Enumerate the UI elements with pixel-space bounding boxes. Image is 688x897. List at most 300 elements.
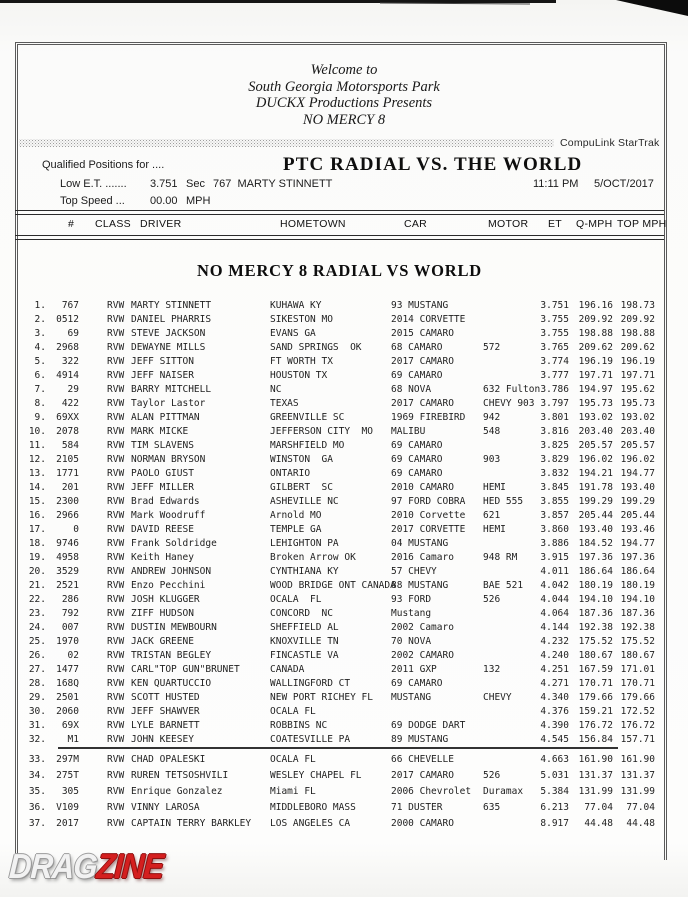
cell-car: MALIBU	[391, 426, 426, 437]
cell-q: 191.78	[578, 482, 613, 493]
cell-car: 2002 CAMARO	[391, 650, 454, 661]
cell-q: 187.36	[578, 608, 613, 619]
cell-driver: Keith Haney	[131, 552, 194, 563]
cell-q: 196.02	[578, 454, 613, 465]
cell-num: 297M	[56, 754, 79, 765]
table-row	[0, 440, 688, 454]
cell-pos: 16.	[28, 510, 46, 521]
cell-top: 193.46	[620, 524, 655, 535]
header-rule-top	[15, 210, 664, 215]
cell-pos: 30.	[28, 706, 46, 717]
cell-et: 3.860	[540, 524, 569, 535]
cell-car: 89 MUSTANG	[391, 734, 449, 745]
cell-motor: CHEVY 903	[483, 398, 535, 409]
cell-num: 2105	[56, 454, 79, 465]
cell-q: 179.66	[578, 692, 613, 703]
cell-home: OCALA FL	[270, 754, 316, 765]
table-row	[0, 636, 688, 650]
cell-driver: CAPTAIN TERRY BARKLEY	[131, 818, 252, 829]
cell-car: 68 CAMARO	[391, 342, 443, 353]
cell-num: 2300	[56, 496, 79, 507]
cell-driver: JOSH KLUGGER	[131, 594, 200, 605]
table-row	[0, 580, 688, 594]
cell-driver: JACK GREENE	[131, 636, 194, 647]
table-row	[0, 770, 688, 784]
cell-q: 203.40	[578, 426, 613, 437]
cell-top: 172.52	[620, 706, 655, 717]
cell-driver: DAVID REESE	[131, 524, 194, 535]
col-header-qmph: Q-MPH	[576, 218, 613, 230]
cell-home: OCALA FL	[270, 706, 316, 717]
cell-et: 4.663	[540, 754, 569, 765]
cell-top: 205.57	[620, 440, 655, 451]
cell-driver: SCOTT HUSTED	[131, 692, 200, 703]
cell-driver: CARL"TOP GUN"BRUNET	[131, 664, 240, 675]
table-row	[0, 496, 688, 510]
table-row	[0, 468, 688, 482]
col-header-et: ET	[548, 218, 563, 230]
cell-num: 792	[61, 608, 79, 619]
cell-top: 77.04	[626, 802, 655, 813]
section-title: NO MERCY 8 RADIAL VS WORLD	[197, 261, 482, 280]
cell-q: 159.21	[578, 706, 613, 717]
cell-et: 3.777	[540, 370, 569, 381]
cell-driver: TIM SLAVENS	[131, 440, 194, 451]
cell-top: 195.62	[620, 384, 655, 395]
cell-motor: Duramax	[483, 786, 524, 797]
cell-cls: RVW	[107, 454, 125, 465]
cell-num: 29	[67, 384, 79, 395]
cell-motor: HEMI	[483, 482, 506, 493]
top-speed-unit: MPH	[186, 195, 211, 207]
cell-num: 69XX	[56, 412, 79, 423]
cell-driver: PAOLO GIUST	[131, 468, 194, 479]
cell-et: 3.857	[540, 510, 569, 521]
cell-cls: RVW	[107, 608, 125, 619]
table-row	[0, 720, 688, 734]
cell-et: 4.240	[540, 650, 569, 661]
cell-num: 0	[73, 524, 79, 535]
cell-num: 286	[61, 594, 79, 605]
cell-home: CYNTHIANA KY	[270, 566, 339, 577]
cell-num: 9746	[56, 538, 79, 549]
table-row	[0, 356, 688, 370]
cell-car: 69 CAMARO	[391, 454, 443, 465]
cell-driver: DANIEL PHARRIS	[131, 314, 212, 325]
cell-num: 168Q	[56, 678, 79, 689]
cell-top: 175.52	[620, 636, 655, 647]
cell-driver: JOHN KEESEY	[131, 734, 194, 745]
cell-pos: 13.	[28, 468, 46, 479]
cell-driver: Taylor Lastor	[131, 398, 206, 409]
cell-num: 2060	[56, 706, 79, 717]
cell-motor: 526	[483, 594, 501, 605]
cell-car: 2010 CAMARO	[391, 482, 454, 493]
scan-edge-artifact-thin	[380, 2, 530, 4]
cell-pos: 18.	[28, 538, 46, 549]
cell-car: 2002 Camaro	[391, 622, 454, 633]
cell-car: 69 CAMARO	[391, 440, 443, 451]
cell-pos: 4.	[34, 342, 46, 353]
cell-top: 44.48	[626, 818, 655, 829]
cell-cls: RVW	[107, 754, 125, 765]
cell-motor: 572	[483, 342, 501, 353]
cell-q: 176.72	[578, 720, 613, 731]
low-et-value: 3.751	[150, 178, 178, 190]
cell-q: 193.02	[578, 412, 613, 423]
cell-driver: KEN QUARTUCCIO	[131, 678, 212, 689]
table-row	[0, 552, 688, 566]
cell-pos: 1.	[34, 300, 46, 311]
cell-cls: RVW	[107, 328, 125, 339]
cell-pos: 9.	[34, 412, 46, 423]
header-rule-bottom	[15, 235, 664, 240]
cell-pos: 8.	[34, 398, 46, 409]
welcome-line: Welcome to	[310, 62, 378, 78]
cell-et: 3.774	[540, 356, 569, 367]
cell-et: 4.271	[540, 678, 569, 689]
cell-motor: 526	[483, 770, 501, 781]
cell-home: FINCASTLE VA	[270, 650, 339, 661]
cell-q: 180.19	[578, 580, 613, 591]
cell-driver: MARTY STINNETT	[131, 300, 212, 311]
cell-driver: ANDREW JOHNSON	[131, 566, 212, 577]
cell-driver: LYLE BARNETT	[131, 720, 200, 731]
cell-et: 4.340	[540, 692, 569, 703]
cell-cls: RVW	[107, 552, 125, 563]
cell-driver: Mark Woodruff	[131, 510, 206, 521]
cell-cls: RVW	[107, 300, 125, 311]
cell-motor: 948 RM	[483, 552, 518, 563]
cell-num: 305	[61, 786, 79, 797]
table-row	[0, 328, 688, 342]
cell-cls: RVW	[107, 356, 125, 367]
cell-driver: TRISTAN BEGLEY	[131, 650, 212, 661]
cell-motor: HED 555	[483, 496, 524, 507]
table-row	[0, 482, 688, 496]
cell-cls: RVW	[107, 650, 125, 661]
cell-cls: RVW	[107, 482, 125, 493]
cell-num: 4958	[56, 552, 79, 563]
table-row	[0, 692, 688, 706]
cutline-separator	[58, 747, 618, 749]
cell-pos: 34.	[28, 770, 46, 781]
cell-cls: RVW	[107, 818, 125, 829]
cell-et: 3.915	[540, 552, 569, 563]
cell-et: 5.384	[540, 786, 569, 797]
cell-et: 3.801	[540, 412, 569, 423]
cell-cls: RVW	[107, 398, 125, 409]
cell-pos: 36.	[28, 802, 46, 813]
cell-car: 2000 CAMARO	[391, 818, 454, 829]
cell-car: 93 FORD	[391, 594, 432, 605]
cell-home: FT WORTH TX	[270, 356, 333, 367]
cell-q: 180.67	[578, 650, 613, 661]
cell-num: 4914	[56, 370, 79, 381]
cell-cls: RVW	[107, 706, 125, 717]
cell-cls: RVW	[107, 510, 125, 521]
cell-q: 198.88	[578, 328, 613, 339]
cell-home: SAND SPRINGS OK	[270, 342, 362, 353]
cell-driver: JEFF MILLER	[131, 482, 194, 493]
cell-car: 93 MUSTANG	[391, 300, 449, 311]
cell-num: 1970	[56, 636, 79, 647]
event-name: NO MERCY 8	[302, 111, 386, 128]
cell-et: 8.917	[540, 818, 569, 829]
cell-num: 2968	[56, 342, 79, 353]
cell-q: 195.73	[578, 398, 613, 409]
cell-pos: 19.	[28, 552, 46, 563]
cell-top: 198.73	[620, 300, 655, 311]
cell-car: MUSTANG	[391, 692, 432, 703]
scan-corner-artifact	[616, 0, 688, 16]
cell-car: 71 DUSTER	[391, 802, 443, 813]
cell-et: 4.390	[540, 720, 569, 731]
hatch-separator	[19, 139, 554, 147]
table-row	[0, 566, 688, 580]
cell-et: 4.376	[540, 706, 569, 717]
table-row	[0, 342, 688, 356]
cell-pos: 17.	[28, 524, 46, 535]
cell-et: 4.144	[540, 622, 569, 633]
col-header-car: CAR	[404, 218, 428, 230]
dragzine-logo-zine: ZINE	[95, 846, 165, 886]
cell-pos: 25.	[28, 636, 46, 647]
cell-car: 57 CHEVY	[391, 566, 437, 577]
cell-q: 205.57	[578, 440, 613, 451]
cell-car: 2017 CORVETTE	[391, 524, 466, 535]
cell-driver: Enzo Pecchini	[131, 580, 206, 591]
cell-cls: RVW	[107, 468, 125, 479]
cell-car: 2014 CORVETTE	[391, 314, 466, 325]
cell-top: 196.19	[620, 356, 655, 367]
cell-top: 197.71	[620, 370, 655, 381]
cell-cls: RVW	[107, 496, 125, 507]
cell-motor: 635	[483, 802, 501, 813]
cell-q: 175.52	[578, 636, 613, 647]
cell-num: 1771	[56, 468, 79, 479]
cell-q: 193.40	[578, 524, 613, 535]
cell-home: JEFFERSON CITY MO	[270, 426, 373, 437]
cell-home: CANADA	[270, 664, 305, 675]
cell-pos: 20.	[28, 566, 46, 577]
cell-car: 69 CAMARO	[391, 468, 443, 479]
cell-motor: 903	[483, 454, 501, 465]
cell-top: 161.90	[620, 754, 655, 765]
cell-num: 201	[61, 482, 79, 493]
cell-motor: 132	[483, 664, 501, 675]
cell-num: 3529	[56, 566, 79, 577]
cell-et: 3.765	[540, 342, 569, 353]
table-row	[0, 412, 688, 426]
cell-top: 170.71	[620, 678, 655, 689]
cell-motor: HEMI	[483, 524, 506, 535]
table-row	[0, 678, 688, 692]
cell-num: 1477	[56, 664, 79, 675]
cell-motor: 942	[483, 412, 501, 423]
cell-pos: 27.	[28, 664, 46, 675]
cell-et: 3.786	[540, 384, 569, 395]
cell-pos: 7.	[34, 384, 46, 395]
cell-home: WESLEY CHAPEL FL	[270, 770, 362, 781]
cell-driver: NORMAN BRYSON	[131, 454, 206, 465]
cell-et: 4.545	[540, 734, 569, 745]
cell-top: 193.40	[620, 482, 655, 493]
top-speed-label: Top Speed ...	[60, 195, 125, 207]
cell-pos: 26.	[28, 650, 46, 661]
cell-pos: 2.	[34, 314, 46, 325]
cell-pos: 14.	[28, 482, 46, 493]
cell-home: SIKESTON MO	[270, 314, 333, 325]
table-row	[0, 664, 688, 678]
table-row	[0, 818, 688, 832]
cell-et: 3.755	[540, 314, 569, 325]
cell-pos: 21.	[28, 580, 46, 591]
cell-num: 2017	[56, 818, 79, 829]
cell-et: 4.232	[540, 636, 569, 647]
cell-et: 3.886	[540, 538, 569, 549]
cell-top: 198.88	[620, 328, 655, 339]
cell-q: 156.84	[578, 734, 613, 745]
cell-q: 192.38	[578, 622, 613, 633]
print-time: 11:11 PM	[533, 178, 579, 190]
cell-cls: RVW	[107, 802, 125, 813]
cell-driver: MARK MICKE	[131, 426, 189, 437]
cell-driver: VINNY LAROSA	[131, 802, 200, 813]
cell-cls: RVW	[107, 770, 125, 781]
cell-top: 180.19	[620, 580, 655, 591]
cell-num: V109	[56, 802, 79, 813]
cell-car: 2017 CAMARO	[391, 398, 454, 409]
event-title: PTC RADIAL VS. THE WORLD	[283, 154, 583, 175]
cell-q: 131.37	[578, 770, 613, 781]
table-row	[0, 754, 688, 768]
cell-driver: DEWAYNE MILLS	[131, 342, 206, 353]
cell-top: 209.62	[620, 342, 655, 353]
cell-top: 180.67	[620, 650, 655, 661]
cell-q: 205.44	[578, 510, 613, 521]
table-row	[0, 594, 688, 608]
cell-et: 3.797	[540, 398, 569, 409]
cell-home: WINSTON GA	[270, 454, 333, 465]
cell-num: 2521	[56, 580, 79, 591]
low-et-holder: 767 MARTY STINNETT	[213, 178, 333, 190]
cell-driver: DUSTIN MEWBOURN	[131, 622, 217, 633]
cell-et: 3.855	[540, 496, 569, 507]
cell-pos: 23.	[28, 608, 46, 619]
cell-top: 196.02	[620, 454, 655, 465]
cell-num: 322	[61, 356, 79, 367]
qualified-positions-label: Qualified Positions for ....	[42, 159, 165, 171]
cell-q: 196.19	[578, 356, 613, 367]
cell-car: 2017 CAMARO	[391, 770, 454, 781]
cell-car: 69 CAMARO	[391, 678, 443, 689]
cell-q: 196.16	[578, 300, 613, 311]
cell-pos: 12.	[28, 454, 46, 465]
cell-pos: 31.	[28, 720, 46, 731]
cell-et: 4.251	[540, 664, 569, 675]
cell-top: 194.10	[620, 594, 655, 605]
cell-et: 3.816	[540, 426, 569, 437]
cell-driver: BARRY MITCHELL	[131, 384, 212, 395]
table-row	[0, 384, 688, 398]
cell-et: 4.044	[540, 594, 569, 605]
cell-motor: 548	[483, 426, 501, 437]
table-row	[0, 510, 688, 524]
cell-cls: RVW	[107, 440, 125, 451]
col-header-topmph: TOP MPH	[617, 218, 667, 230]
cell-et: 4.042	[540, 580, 569, 591]
print-date: 5/OCT/2017	[594, 178, 654, 190]
cell-cls: RVW	[107, 384, 125, 395]
cell-q: 44.48	[584, 818, 613, 829]
cell-home: COATESVILLE PA	[270, 734, 351, 745]
cell-top: 131.99	[620, 786, 655, 797]
cell-num: 69	[67, 328, 79, 339]
cell-car: 70 NOVA	[391, 636, 432, 647]
cell-home: OCALA FL	[270, 594, 322, 605]
col-header-driver: DRIVER	[140, 218, 182, 230]
table-row	[0, 802, 688, 816]
cell-car: 2016 Camaro	[391, 552, 454, 563]
cell-car: 2010 Corvette	[391, 510, 466, 521]
qualifying-list-secondary	[0, 754, 688, 838]
cell-top: 176.72	[620, 720, 655, 731]
cell-car: 88 MUSTANG	[391, 580, 449, 591]
col-header-hometown: HOMETOWN	[280, 218, 346, 230]
qualifying-list-main	[0, 300, 688, 750]
cell-pos: 22.	[28, 594, 46, 605]
cell-num: 2966	[56, 510, 79, 521]
cell-home: GILBERT SC	[270, 482, 333, 493]
cell-q: 184.52	[578, 538, 613, 549]
cell-driver: STEVE JACKSON	[131, 328, 206, 339]
cell-top: 131.37	[620, 770, 655, 781]
table-row	[0, 650, 688, 664]
cell-driver: ZIFF HUDSON	[131, 608, 194, 619]
cell-car: 97 FORD COBRA	[391, 496, 466, 507]
cell-cls: RVW	[107, 622, 125, 633]
cell-home: MIDDLEBORO MASS	[270, 802, 356, 813]
cell-home: GREENVILLE SC	[270, 412, 345, 423]
cell-et: 3.825	[540, 440, 569, 451]
cell-pos: 5.	[34, 356, 46, 367]
cell-top: 203.40	[620, 426, 655, 437]
cell-et: 3.829	[540, 454, 569, 465]
cell-home: CONCORD NC	[270, 608, 333, 619]
welcome-header	[0, 62, 688, 128]
col-header-number: #	[68, 218, 75, 230]
cell-cls: RVW	[107, 786, 125, 797]
table-row	[0, 300, 688, 314]
cell-pos: 15.	[28, 496, 46, 507]
cell-pos: 28.	[28, 678, 46, 689]
cell-et: 3.832	[540, 468, 569, 479]
cell-home: Miami FL	[270, 786, 316, 797]
cell-top: 171.01	[620, 664, 655, 675]
col-header-class: CLASS	[95, 218, 131, 230]
cell-cls: RVW	[107, 580, 125, 591]
cell-home: KNOXVILLE TN	[270, 636, 339, 647]
track-name: South Georgia Motorsports Park	[248, 78, 440, 95]
cell-num: 275T	[56, 770, 79, 781]
cell-driver: Enrique Gonzalez	[131, 786, 223, 797]
cell-q: 209.92	[578, 314, 613, 325]
cell-et: 5.031	[540, 770, 569, 781]
cell-home: LEHIGHTON PA	[270, 538, 339, 549]
cell-et: 6.213	[540, 802, 569, 813]
cell-q: 186.64	[578, 566, 613, 577]
